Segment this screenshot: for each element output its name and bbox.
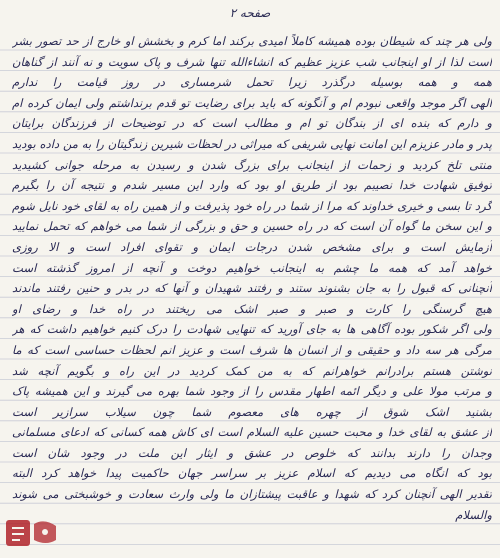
letter-line: پدر و مادر عزیزم این امانت نهایی شریفی که میراثی در لحظات شیرین زندگیتان را به من داده بودید [12,136,492,151]
letter-line: منتی تلخ کردید و زحمات از اینجانب برای بزرگ شدن و رسیدن به مرحله جوانی کشیدید [12,157,492,172]
letter-body [12,31,492,525]
letter-line: از عشق به لقای خدا و محبت حسین علیه السلام است ای کاش همه کسانی که ادعای مسلمانی [12,425,492,440]
letter-line: گرد تا بسی و خیری خداوند که مرا از شما در راه خود پذیرفت و از همین راه به لقای خود نایل شوم [12,198,492,213]
letter-line: وجدان را دارند بدانند که خلوص در عشق و ایثار این ملت در وجود شان است [12,445,492,460]
letter-line: و این سخن ما گواه آن است که در راه حسین و حق و بزرگی از شما می خواهم که تحمل نمایید [12,219,492,234]
stamp-logo-icon [4,514,64,554]
letter-line: ولی اگر شکور بوده آگاهی ها به جای آورید که تنهایی شهادت را درک کنیم خواهیم داشت که هر [12,322,492,337]
letter-line: و دارم که بنده ای از بندگان تو ام و مطالب است که در توضیحات از فرزندگان برایتان [12,116,492,131]
letter-line: است لذا از او اینجانب شب عزیز عظیم که انشاءالله تنها شرف و پاک سویت و نه آنند از گناهان [12,54,492,69]
letter-line: الهی اگر موجد واقعی نبودم ام و آنگونه که باید برای رضایت تو قدم برنداشتم ولی ایمان کرده ام [12,95,492,110]
letter-line: والسلام [455,507,492,522]
letter-line: همه و همه بوسیله درگذرد زیرا تحمل شرمساری در روز قیامت را ندارم [12,75,492,90]
letter-line: هیچ گرسنگی را کارت و صبر و صبر اشک می ریختند در راه خدا و رضای او [12,301,492,316]
letter-line: مرگی هر سه داد و حقیقی و از انسان ها شرف است و عزیز انم لحظات حساسی است که ما [12,342,492,357]
letter-line: خواهد آمد که همه ما چشم به اینجانب خواهیم دوخت و آنچه از امروز گذشته است [12,260,492,275]
letter-line: آزمایش است و برای مشخص شدن درجات ایمان و تقوای افراد است و الا روزی [12,239,492,254]
letter-line: ولی هر چند که شیطان بوده همیشه کاملاً امیدی برکند اما کرم و بخشش او خارج از حد تصور بشر [12,34,492,48]
letter-line: آنچنانی که قبول را به جان بشنوند ستند و رفتند شهیدان و آنها که در بدر و حنین رفتند ماندند [12,281,492,296]
letter-line: توفیق شهادت خدا نصیبم بود از طریق او بود که وارد این مسیر شدم و نتیجه آن را بگیرم [12,178,492,193]
letter-line: بود که انگاه می دیدیم که اسلام عزیز بر سراسر جهان حاکمیت پیدا خواهد کرد البته [12,466,492,481]
letter-line: بشنید اشک شوق از چهره های معصوم شما چون سیلاب سرازیر است [12,404,492,419]
letter-line: و مرتب مولا علی و دیگر ائمه اطهار مقدس را از وجود شما بهره می گیرند و این همیشه پاک [12,384,492,399]
page-label: صفحه ۲ [229,6,271,20]
letter-line: تقدیر الهی آنچنان کرد که شهدا و عاقبت پیشتازان ما ولی وارث سعادت و خوشبختی می شوند [12,487,492,502]
letter-line: نوشتن هستم برادرانم خواهرانم که به من کمک کردید در این راه و بگویم آنچه شد [12,363,492,378]
